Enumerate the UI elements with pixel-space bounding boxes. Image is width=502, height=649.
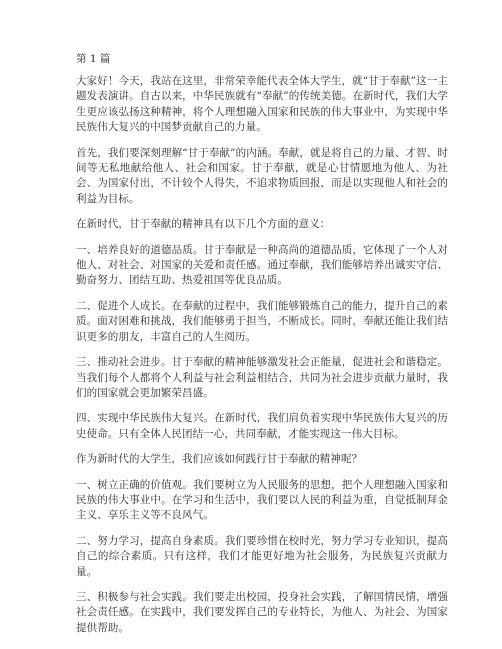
paragraph-point-1: 一、培养良好的道德品质。甘于奉献是一种高尚的道德品质，它体现了一个人对他人、对社会、对国家的关爱和责任感。通过奉献，我们能够培养出诚实守信、勤奋努力、团结互助、热爱祖国等优良品质。 — [76, 243, 448, 287]
paragraph-practice-2: 二、努力学习，提高自身素质。我们要珍惜在校时光，努力学习专业知识，提高自己的综合素质。只有这样，我们才能更好地为社会服务，为民族复兴贡献力量。 — [76, 534, 448, 578]
paragraph-practice-question: 作为新时代的大学生，我们应该如何践行甘于奉献的精神呢？ — [76, 453, 363, 466]
paragraph-practice-1: 一、树立正确的价值观。我们要树立为人民服务的思想，把个人理想融入国家和民族的伟大事业中。在学习和生活中，我们要以人民的利益为重，自觉抵制拜金主义、享乐主义等不良风气。 — [76, 478, 448, 522]
paragraph-intro: 大家好！今天，我站在这里，非常荣幸能代表全体大学生，就“甘于奉献”这一主题发表演讲。自古以来，中华民族就有“奉献”的传统美德。在新时代，我们大学生更应该弘扬这种精神，将个人理想融入国家和民族的伟大事业中，为实现中华民族伟大复兴的中国梦贡献自己的力量。 — [76, 75, 448, 134]
paragraph-practice-3: 三、积极参与社会实践。我们要走出校园，投身社会实践，了解国情民情，增强社会责任感。在实践中，我们要发挥自己的专业特长，为他人、为社会、为国家提供帮助。 — [76, 590, 448, 634]
paragraph-significance-lead: 在新时代，甘于奉献的精神具有以下几个方面的意义： — [76, 218, 331, 231]
paragraph-point-3: 三、推动社会进步。甘于奉献的精神能够激发社会正能量，促进社会和谐稳定。当我们每个人都将个人利益与社会利益相结合，共同为社会进步贡献力量时，我们的国家就会更加繁荣昌盛。 — [76, 356, 448, 399]
paragraph-point-2: 二、促进个人成长。在奉献的过程中，我们能够锻炼自己的能力，提升自己的素质。面对困难和挑战，我们能够勇于担当，不断成长。同时，奉献还能让我们结识更多的朋友，丰富自己的人生阅历。 — [76, 299, 448, 343]
paragraph-meaning-of-dedication: 首先，我们要深刻理解“甘于奉献”的内涵。奉献，就是将自己的力量、才智、时间等无私地献给他人、社会和国家。甘于奉献，就是心甘情愿地为他人、为社会、为国家付出，不计较个人得失，不追求物质回报，而是以实现他人和社会的利益为目标。 — [76, 146, 448, 205]
section-heading: 第 1 篇 — [76, 53, 111, 65]
paragraph-point-4: 四、实现中华民族伟大复兴。在新时代，我们肩负着实现中华民族伟大复兴的历史使命。只有全体人民团结一心，共同奉献，才能实现这一伟大目标。 — [76, 412, 448, 440]
